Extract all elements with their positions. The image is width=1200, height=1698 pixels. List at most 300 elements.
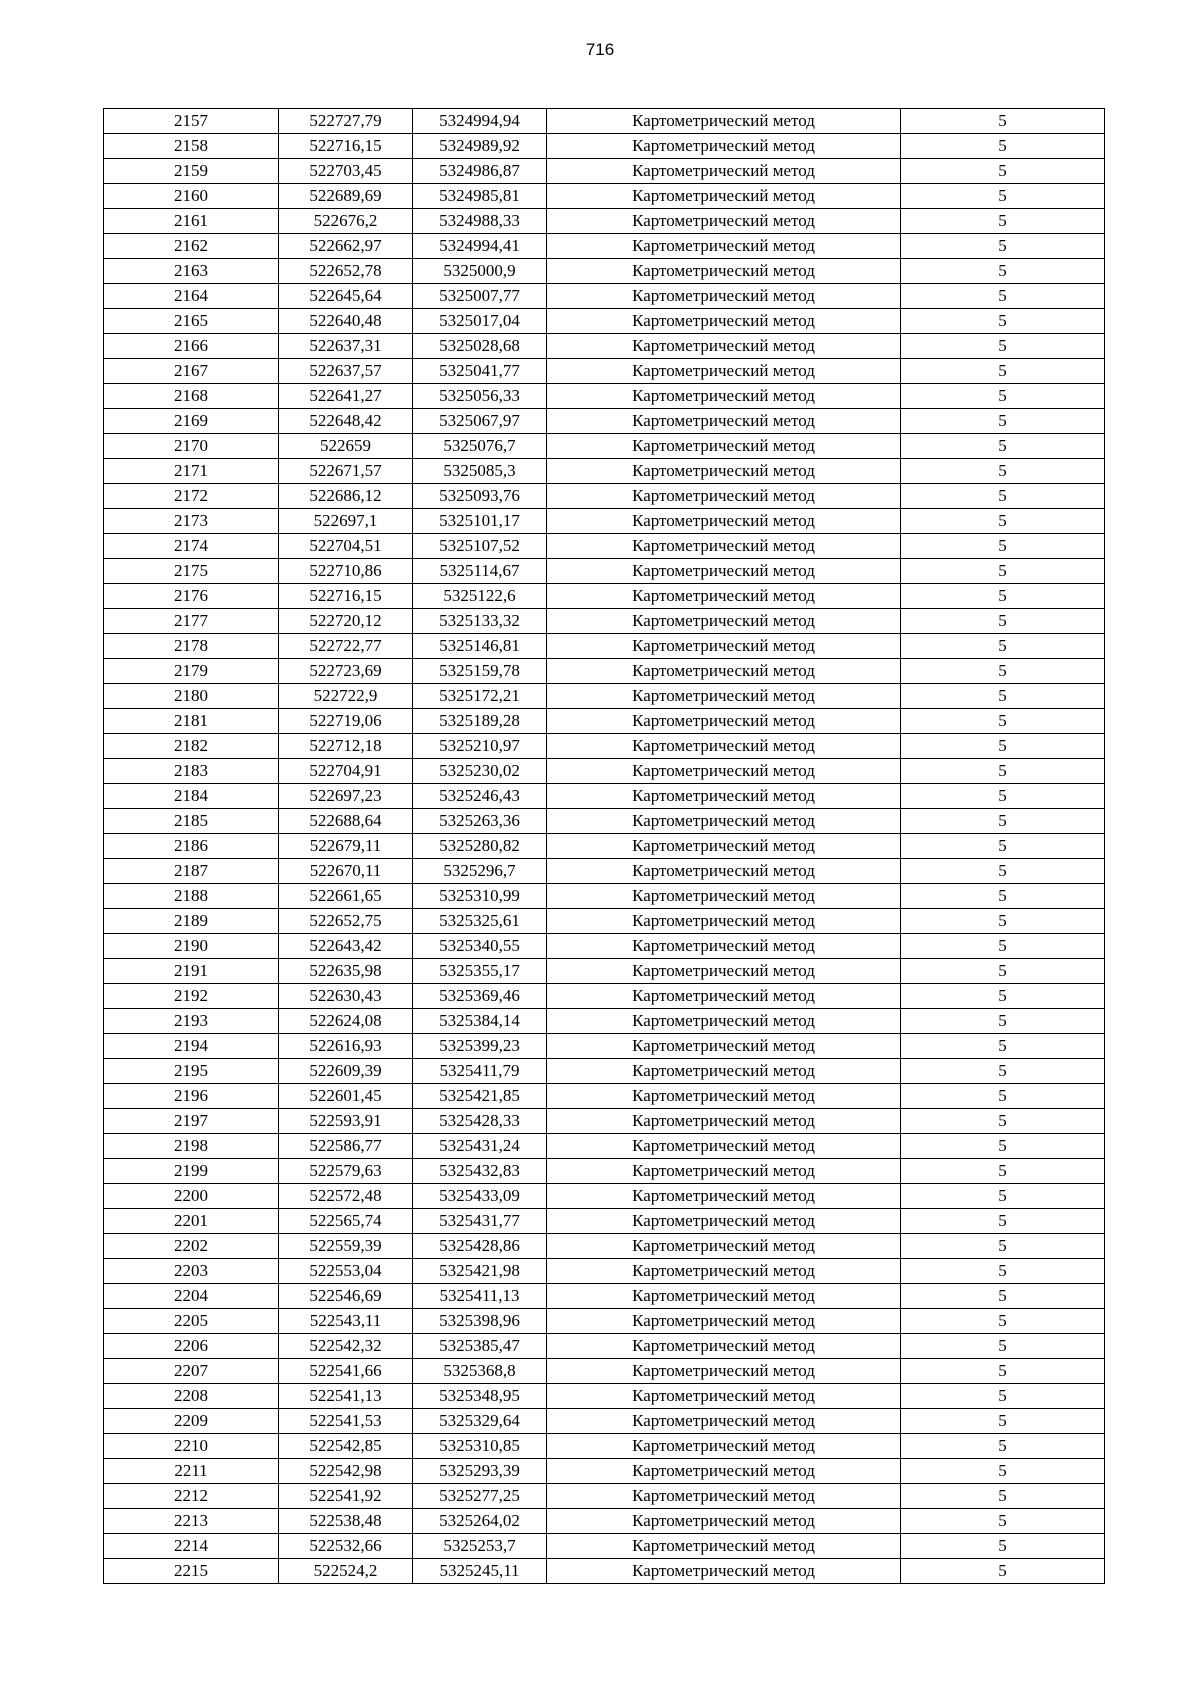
x-coordinate-cell: 522712,18	[279, 734, 413, 759]
accuracy-cell: 5	[901, 234, 1105, 259]
table-row	[104, 1234, 1105, 1259]
point-number-cell: 2174	[104, 534, 279, 559]
method-cell: Картометрический метод	[547, 359, 901, 384]
x-coordinate-cell: 522541,53	[279, 1409, 413, 1434]
point-number-cell: 2185	[104, 809, 279, 834]
accuracy-cell: 5	[901, 684, 1105, 709]
x-coordinate-cell: 522541,66	[279, 1359, 413, 1384]
accuracy-cell: 5	[901, 609, 1105, 634]
point-number-cell: 2177	[104, 609, 279, 634]
table-row	[104, 284, 1105, 309]
y-coordinate-cell: 5325263,36	[413, 809, 547, 834]
table-row	[104, 134, 1105, 159]
y-coordinate-cell: 5325421,85	[413, 1084, 547, 1109]
y-coordinate-cell: 5325428,33	[413, 1109, 547, 1134]
y-coordinate-cell: 5325107,52	[413, 534, 547, 559]
table-row	[104, 784, 1105, 809]
y-coordinate-cell: 5325329,64	[413, 1409, 547, 1434]
table-row	[104, 1134, 1105, 1159]
point-number-cell: 2202	[104, 1234, 279, 1259]
y-coordinate-cell: 5325076,7	[413, 434, 547, 459]
accuracy-cell: 5	[901, 484, 1105, 509]
accuracy-cell: 5	[901, 734, 1105, 759]
x-coordinate-cell: 522704,51	[279, 534, 413, 559]
point-number-cell: 2201	[104, 1209, 279, 1234]
y-coordinate-cell: 5325146,81	[413, 634, 547, 659]
method-cell: Картометрический метод	[547, 809, 901, 834]
method-cell: Картометрический метод	[547, 1534, 901, 1559]
table-row	[104, 1059, 1105, 1084]
x-coordinate-cell: 522640,48	[279, 309, 413, 334]
accuracy-cell: 5	[901, 1134, 1105, 1159]
point-number-cell: 2168	[104, 384, 279, 409]
method-cell: Картометрический метод	[547, 284, 901, 309]
method-cell: Картометрический метод	[547, 734, 901, 759]
x-coordinate-cell: 522624,08	[279, 1009, 413, 1034]
method-cell: Картометрический метод	[547, 1509, 901, 1534]
method-cell: Картометрический метод	[547, 459, 901, 484]
point-number-cell: 2171	[104, 459, 279, 484]
method-cell: Картометрический метод	[547, 584, 901, 609]
coordinates-table-body	[104, 109, 1105, 1584]
accuracy-cell: 5	[901, 784, 1105, 809]
point-number-cell: 2167	[104, 359, 279, 384]
point-number-cell: 2165	[104, 309, 279, 334]
y-coordinate-cell: 5325428,86	[413, 1234, 547, 1259]
y-coordinate-cell: 5325296,7	[413, 859, 547, 884]
table-row	[104, 1009, 1105, 1034]
x-coordinate-cell: 522716,15	[279, 134, 413, 159]
accuracy-cell: 5	[901, 384, 1105, 409]
table-row	[104, 434, 1105, 459]
method-cell: Картометрический метод	[547, 1159, 901, 1184]
point-number-cell: 2199	[104, 1159, 279, 1184]
accuracy-cell: 5	[901, 634, 1105, 659]
x-coordinate-cell: 522662,97	[279, 234, 413, 259]
table-row	[104, 684, 1105, 709]
accuracy-cell: 5	[901, 1334, 1105, 1359]
point-number-cell: 2189	[104, 909, 279, 934]
x-coordinate-cell: 522659	[279, 434, 413, 459]
method-cell: Картометрический метод	[547, 534, 901, 559]
x-coordinate-cell: 522546,69	[279, 1284, 413, 1309]
y-coordinate-cell: 5325210,97	[413, 734, 547, 759]
x-coordinate-cell: 522541,13	[279, 1384, 413, 1409]
method-cell: Картометрический метод	[547, 1409, 901, 1434]
x-coordinate-cell: 522641,27	[279, 384, 413, 409]
y-coordinate-cell: 5325122,6	[413, 584, 547, 609]
table-row	[104, 509, 1105, 534]
table-row	[104, 1334, 1105, 1359]
method-cell: Картометрический метод	[547, 234, 901, 259]
y-coordinate-cell: 5325398,96	[413, 1309, 547, 1334]
x-coordinate-cell: 522716,15	[279, 584, 413, 609]
accuracy-cell: 5	[901, 859, 1105, 884]
point-number-cell: 2203	[104, 1259, 279, 1284]
table-row	[104, 1534, 1105, 1559]
table-row	[104, 634, 1105, 659]
y-coordinate-cell: 5324988,33	[413, 209, 547, 234]
x-coordinate-cell: 522541,92	[279, 1484, 413, 1509]
method-cell: Картометрический метод	[547, 134, 901, 159]
method-cell: Картометрический метод	[547, 1309, 901, 1334]
method-cell: Картометрический метод	[547, 609, 901, 634]
x-coordinate-cell: 522542,32	[279, 1334, 413, 1359]
method-cell: Картометрический метод	[547, 684, 901, 709]
x-coordinate-cell: 522593,91	[279, 1109, 413, 1134]
accuracy-cell: 5	[901, 909, 1105, 934]
y-coordinate-cell: 5325385,47	[413, 1334, 547, 1359]
y-coordinate-cell: 5325310,99	[413, 884, 547, 909]
point-number-cell: 2159	[104, 159, 279, 184]
x-coordinate-cell: 522671,57	[279, 459, 413, 484]
table-row	[104, 1559, 1105, 1584]
method-cell: Картометрический метод	[547, 1259, 901, 1284]
x-coordinate-cell: 522688,64	[279, 809, 413, 834]
method-cell: Картометрический метод	[547, 1459, 901, 1484]
x-coordinate-cell: 522720,12	[279, 609, 413, 634]
x-coordinate-cell: 522710,86	[279, 559, 413, 584]
table-row	[104, 959, 1105, 984]
method-cell: Картометрический метод	[547, 1559, 901, 1584]
method-cell: Картометрический метод	[547, 434, 901, 459]
accuracy-cell: 5	[901, 134, 1105, 159]
y-coordinate-cell: 5324994,94	[413, 109, 547, 134]
table-row	[104, 859, 1105, 884]
table-row	[104, 409, 1105, 434]
method-cell: Картометрический метод	[547, 559, 901, 584]
accuracy-cell: 5	[901, 1059, 1105, 1084]
method-cell: Картометрический метод	[547, 984, 901, 1009]
method-cell: Картометрический метод	[547, 1234, 901, 1259]
accuracy-cell: 5	[901, 959, 1105, 984]
table-row	[104, 1159, 1105, 1184]
table-row	[104, 734, 1105, 759]
x-coordinate-cell: 522679,11	[279, 834, 413, 859]
table-row	[104, 609, 1105, 634]
method-cell: Картометрический метод	[547, 409, 901, 434]
x-coordinate-cell: 522697,1	[279, 509, 413, 534]
table-row	[104, 709, 1105, 734]
point-number-cell: 2181	[104, 709, 279, 734]
y-coordinate-cell: 5325133,32	[413, 609, 547, 634]
y-coordinate-cell: 5325399,23	[413, 1034, 547, 1059]
point-number-cell: 2176	[104, 584, 279, 609]
accuracy-cell: 5	[901, 509, 1105, 534]
method-cell: Картометрический метод	[547, 959, 901, 984]
coordinates-table	[103, 108, 1105, 1584]
method-cell: Картометрический метод	[547, 1109, 901, 1134]
x-coordinate-cell: 522689,69	[279, 184, 413, 209]
accuracy-cell: 5	[901, 984, 1105, 1009]
table-row	[104, 559, 1105, 584]
y-coordinate-cell: 5325310,85	[413, 1434, 547, 1459]
accuracy-cell: 5	[901, 1209, 1105, 1234]
table-row	[104, 234, 1105, 259]
y-coordinate-cell: 5324985,81	[413, 184, 547, 209]
accuracy-cell: 5	[901, 159, 1105, 184]
point-number-cell: 2196	[104, 1084, 279, 1109]
point-number-cell: 2210	[104, 1434, 279, 1459]
method-cell: Картометрический метод	[547, 784, 901, 809]
point-number-cell: 2213	[104, 1509, 279, 1534]
table-row	[104, 534, 1105, 559]
table-row	[104, 1459, 1105, 1484]
accuracy-cell: 5	[901, 709, 1105, 734]
method-cell: Картометрический метод	[547, 1034, 901, 1059]
y-coordinate-cell: 5325253,7	[413, 1534, 547, 1559]
method-cell: Картометрический метод	[547, 334, 901, 359]
accuracy-cell: 5	[901, 1009, 1105, 1034]
page-number: 716	[585, 40, 615, 59]
accuracy-cell: 5	[901, 659, 1105, 684]
y-coordinate-cell: 5325007,77	[413, 284, 547, 309]
x-coordinate-cell: 522542,98	[279, 1459, 413, 1484]
table-row	[104, 834, 1105, 859]
x-coordinate-cell: 522542,85	[279, 1434, 413, 1459]
method-cell: Картометрический метод	[547, 1009, 901, 1034]
table-row	[104, 884, 1105, 909]
x-coordinate-cell: 522670,11	[279, 859, 413, 884]
point-number-cell: 2158	[104, 134, 279, 159]
x-coordinate-cell: 522559,39	[279, 1234, 413, 1259]
method-cell: Картометрический метод	[547, 1134, 901, 1159]
accuracy-cell: 5	[901, 1434, 1105, 1459]
point-number-cell: 2211	[104, 1459, 279, 1484]
table-row	[104, 909, 1105, 934]
accuracy-cell: 5	[901, 284, 1105, 309]
table-row	[104, 809, 1105, 834]
accuracy-cell: 5	[901, 534, 1105, 559]
method-cell: Картометрический метод	[547, 484, 901, 509]
method-cell: Картометрический метод	[547, 1059, 901, 1084]
table-row	[104, 1209, 1105, 1234]
point-number-cell: 2183	[104, 759, 279, 784]
table-row	[104, 159, 1105, 184]
x-coordinate-cell: 522686,12	[279, 484, 413, 509]
method-cell: Картометрический метод	[547, 659, 901, 684]
x-coordinate-cell: 522645,64	[279, 284, 413, 309]
x-coordinate-cell: 522652,75	[279, 909, 413, 934]
y-coordinate-cell: 5325355,17	[413, 959, 547, 984]
y-coordinate-cell: 5325384,14	[413, 1009, 547, 1034]
x-coordinate-cell: 522524,2	[279, 1559, 413, 1584]
method-cell: Картометрический метод	[547, 1209, 901, 1234]
x-coordinate-cell: 522703,45	[279, 159, 413, 184]
y-coordinate-cell: 5325280,82	[413, 834, 547, 859]
table-row	[104, 1434, 1105, 1459]
point-number-cell: 2180	[104, 684, 279, 709]
x-coordinate-cell: 522727,79	[279, 109, 413, 134]
table-row	[104, 1309, 1105, 1334]
accuracy-cell: 5	[901, 1159, 1105, 1184]
accuracy-cell: 5	[901, 1409, 1105, 1434]
y-coordinate-cell: 5325431,24	[413, 1134, 547, 1159]
method-cell: Картометрический метод	[547, 1384, 901, 1409]
x-coordinate-cell: 522616,93	[279, 1034, 413, 1059]
method-cell: Картометрический метод	[547, 834, 901, 859]
point-number-cell: 2205	[104, 1309, 279, 1334]
method-cell: Картометрический метод	[547, 1284, 901, 1309]
x-coordinate-cell: 522676,2	[279, 209, 413, 234]
method-cell: Картометрический метод	[547, 934, 901, 959]
accuracy-cell: 5	[901, 759, 1105, 784]
point-number-cell: 2192	[104, 984, 279, 1009]
accuracy-cell: 5	[901, 1534, 1105, 1559]
y-coordinate-cell: 5325369,46	[413, 984, 547, 1009]
table-row	[104, 1284, 1105, 1309]
x-coordinate-cell: 522609,39	[279, 1059, 413, 1084]
point-number-cell: 2173	[104, 509, 279, 534]
y-coordinate-cell: 5325067,97	[413, 409, 547, 434]
table-row	[104, 1409, 1105, 1434]
y-coordinate-cell: 5325277,25	[413, 1484, 547, 1509]
y-coordinate-cell: 5325041,77	[413, 359, 547, 384]
table-row	[104, 1384, 1105, 1409]
y-coordinate-cell: 5325028,68	[413, 334, 547, 359]
accuracy-cell: 5	[901, 1484, 1105, 1509]
x-coordinate-cell: 522601,45	[279, 1084, 413, 1109]
method-cell: Картометрический метод	[547, 859, 901, 884]
y-coordinate-cell: 5325085,3	[413, 459, 547, 484]
table-row	[104, 659, 1105, 684]
accuracy-cell: 5	[901, 1459, 1105, 1484]
point-number-cell: 2194	[104, 1034, 279, 1059]
method-cell: Картометрический метод	[547, 159, 901, 184]
x-coordinate-cell: 522543,11	[279, 1309, 413, 1334]
accuracy-cell: 5	[901, 1509, 1105, 1534]
point-number-cell: 2190	[104, 934, 279, 959]
point-number-cell: 2166	[104, 334, 279, 359]
point-number-cell: 2191	[104, 959, 279, 984]
table-row	[104, 334, 1105, 359]
x-coordinate-cell: 522637,57	[279, 359, 413, 384]
y-coordinate-cell: 5325246,43	[413, 784, 547, 809]
table-row	[104, 184, 1105, 209]
accuracy-cell: 5	[901, 1309, 1105, 1334]
method-cell: Картометрический метод	[547, 259, 901, 284]
y-coordinate-cell: 5325421,98	[413, 1259, 547, 1284]
table-row	[104, 1509, 1105, 1534]
y-coordinate-cell: 5325159,78	[413, 659, 547, 684]
accuracy-cell: 5	[901, 1234, 1105, 1259]
accuracy-cell: 5	[901, 1284, 1105, 1309]
table-row	[104, 1359, 1105, 1384]
x-coordinate-cell: 522637,31	[279, 334, 413, 359]
accuracy-cell: 5	[901, 1109, 1105, 1134]
method-cell: Картометрический метод	[547, 1434, 901, 1459]
point-number-cell: 2195	[104, 1059, 279, 1084]
accuracy-cell: 5	[901, 359, 1105, 384]
point-number-cell: 2193	[104, 1009, 279, 1034]
accuracy-cell: 5	[901, 434, 1105, 459]
method-cell: Картометрический метод	[547, 184, 901, 209]
accuracy-cell: 5	[901, 1559, 1105, 1584]
point-number-cell: 2214	[104, 1534, 279, 1559]
point-number-cell: 2209	[104, 1409, 279, 1434]
table-row	[104, 209, 1105, 234]
y-coordinate-cell: 5324994,41	[413, 234, 547, 259]
point-number-cell: 2182	[104, 734, 279, 759]
table-row	[104, 309, 1105, 334]
point-number-cell: 2200	[104, 1184, 279, 1209]
y-coordinate-cell: 5325056,33	[413, 384, 547, 409]
point-number-cell: 2164	[104, 284, 279, 309]
accuracy-cell: 5	[901, 1034, 1105, 1059]
point-number-cell: 2207	[104, 1359, 279, 1384]
method-cell: Картометрический метод	[547, 909, 901, 934]
accuracy-cell: 5	[901, 259, 1105, 284]
method-cell: Картометрический метод	[547, 1084, 901, 1109]
point-number-cell: 2175	[104, 559, 279, 584]
x-coordinate-cell: 522661,65	[279, 884, 413, 909]
accuracy-cell: 5	[901, 309, 1105, 334]
method-cell: Картометрический метод	[547, 1334, 901, 1359]
y-coordinate-cell: 5324986,87	[413, 159, 547, 184]
accuracy-cell: 5	[901, 934, 1105, 959]
table-row	[104, 1109, 1105, 1134]
method-cell: Картометрический метод	[547, 1184, 901, 1209]
point-number-cell: 2204	[104, 1284, 279, 1309]
y-coordinate-cell: 5325433,09	[413, 1184, 547, 1209]
x-coordinate-cell: 522719,06	[279, 709, 413, 734]
accuracy-cell: 5	[901, 584, 1105, 609]
table-row	[104, 259, 1105, 284]
x-coordinate-cell: 522572,48	[279, 1184, 413, 1209]
method-cell: Картометрический метод	[547, 509, 901, 534]
x-coordinate-cell: 522722,9	[279, 684, 413, 709]
y-coordinate-cell: 5325093,76	[413, 484, 547, 509]
y-coordinate-cell: 5325340,55	[413, 934, 547, 959]
accuracy-cell: 5	[901, 459, 1105, 484]
y-coordinate-cell: 5325101,17	[413, 509, 547, 534]
table-row	[104, 109, 1105, 134]
x-coordinate-cell: 522652,78	[279, 259, 413, 284]
y-coordinate-cell: 5325411,13	[413, 1284, 547, 1309]
x-coordinate-cell: 522648,42	[279, 409, 413, 434]
x-coordinate-cell: 522697,23	[279, 784, 413, 809]
table-row	[104, 1484, 1105, 1509]
point-number-cell: 2188	[104, 884, 279, 909]
point-number-cell: 2208	[104, 1384, 279, 1409]
table-row	[104, 384, 1105, 409]
x-coordinate-cell: 522579,63	[279, 1159, 413, 1184]
x-coordinate-cell: 522704,91	[279, 759, 413, 784]
accuracy-cell: 5	[901, 1184, 1105, 1209]
point-number-cell: 2161	[104, 209, 279, 234]
point-number-cell: 2170	[104, 434, 279, 459]
x-coordinate-cell: 522635,98	[279, 959, 413, 984]
y-coordinate-cell: 5325114,67	[413, 559, 547, 584]
y-coordinate-cell: 5325172,21	[413, 684, 547, 709]
y-coordinate-cell: 5325432,83	[413, 1159, 547, 1184]
method-cell: Картометрический метод	[547, 384, 901, 409]
accuracy-cell: 5	[901, 1359, 1105, 1384]
x-coordinate-cell: 522553,04	[279, 1259, 413, 1284]
accuracy-cell: 5	[901, 809, 1105, 834]
accuracy-cell: 5	[901, 559, 1105, 584]
x-coordinate-cell: 522630,43	[279, 984, 413, 1009]
table-row	[104, 759, 1105, 784]
point-number-cell: 2179	[104, 659, 279, 684]
point-number-cell: 2206	[104, 1334, 279, 1359]
method-cell: Картометрический метод	[547, 884, 901, 909]
point-number-cell: 2178	[104, 634, 279, 659]
method-cell: Картометрический метод	[547, 1359, 901, 1384]
x-coordinate-cell: 522538,48	[279, 1509, 413, 1534]
point-number-cell: 2169	[104, 409, 279, 434]
point-number-cell: 2163	[104, 259, 279, 284]
